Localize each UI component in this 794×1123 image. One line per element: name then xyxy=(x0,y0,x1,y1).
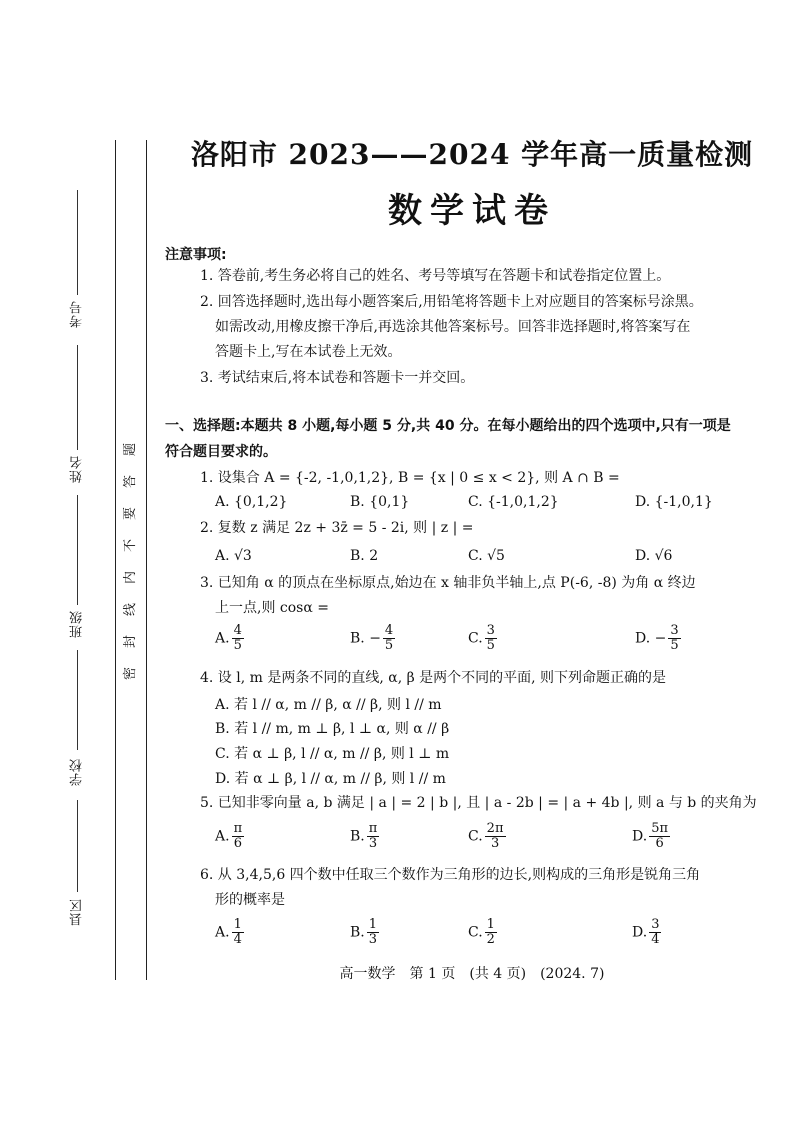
question-2-option-b[interactable]: B. 2 xyxy=(350,548,379,564)
section-heading-cont: 符合题目要求的。 xyxy=(165,444,277,460)
question-5-option-c[interactable]: C. $\frac{2\pi}{3}$ xyxy=(468,821,504,851)
question-3-option-c[interactable]: C. $\frac{3}{5}$ xyxy=(468,623,495,653)
question-4-option-b[interactable]: B. 若 l // m, m ⊥ β, l ⊥ α, 则 α // β xyxy=(215,721,450,737)
question-3-option-d[interactable]: D. − $\frac{3}{5}$ xyxy=(635,623,679,653)
seal-char: 题 xyxy=(123,442,139,457)
question-6-stem-cont: 形的概率是 xyxy=(215,892,285,908)
question-5-stem: 5. 已知非零向量 a, b 满足 | a | = 2 | b |, 且 | a - 2b | = | a + 4b |, 则 a 与 b 的夹角为 xyxy=(200,795,757,811)
fraction: $\frac{3}{5}$ xyxy=(486,623,495,653)
question-5-option-a[interactable]: A. $\frac{\pi}{6}$ xyxy=(215,821,243,851)
question-1-option-a[interactable]: A. {0,1,2} xyxy=(215,494,288,510)
notice-line: 如需改动,用橡皮擦干净后,再选涂其他答案标号。回答非选择题时,将答案写在 xyxy=(215,319,691,335)
question-3-stem-cont: 上一点,则 cosα = xyxy=(215,600,329,616)
question-4-option-d[interactable]: D. 若 α ⊥ β, l // α, m // β, 则 l // m xyxy=(215,771,446,787)
notice-line: 2. 回答选择题时,选出每小题答案后,用铅笔将答题卡上对应题目的答案标号涂黑。 xyxy=(200,294,703,310)
question-5-option-b[interactable]: B. $\frac{\pi}{3}$ xyxy=(350,821,378,851)
side-label-name: 姓名 xyxy=(70,455,85,483)
question-4-stem: 4. 设 l, m 是两条不同的直线, α, β 是两个不同的平面, 则下列命题正确的是 xyxy=(200,670,667,686)
question-5-option-d[interactable]: D. $\frac{5\pi}{6}$ xyxy=(632,821,669,851)
question-2-stem: 2. 复数 z 满足 2z + 3z̄ = 5 - 2i, 则 | z | = xyxy=(200,520,474,536)
notice-line: 答题卡上,写在本试卷上无效。 xyxy=(215,344,402,360)
fraction: $\frac{3}{5}$ xyxy=(670,623,679,653)
question-4-option-a[interactable]: A. 若 l // α, m // β, α // β, 则 l // m xyxy=(215,697,442,713)
fraction: $\frac{5\pi}{6}$ xyxy=(651,821,669,851)
notice-line: 1. 答卷前,考生务必将自己的姓名、考号等填写在答题卡和试卷指定位置上。 xyxy=(200,268,671,284)
side-fill-line-name[interactable] xyxy=(77,345,78,450)
question-3-option-b[interactable]: B. − $\frac{4}{5}$ xyxy=(350,623,394,653)
side-label-county: 县区 xyxy=(70,898,85,926)
question-1-option-d[interactable]: D. {-1,0,1} xyxy=(635,494,713,510)
section-heading: 一、选择题:本题共 8 小题,每小题 5 分,共 40 分。在每小题给出的四个选项中,只有一项是 xyxy=(165,418,731,434)
side-fill-line-class[interactable] xyxy=(77,495,78,605)
side-fill-line-county[interactable] xyxy=(77,800,78,892)
question-3-stem: 3. 已知角 α 的顶点在坐标原点,始边在 x 轴非负半轴上,点 P(-6, -8) 为角 α 终边 xyxy=(200,575,696,591)
question-3-option-a[interactable]: A. $\frac{4}{5}$ xyxy=(215,623,242,653)
seal-char: 答 xyxy=(123,474,139,489)
seal-char: 密 xyxy=(123,666,139,681)
side-label-exam-number: 考号 xyxy=(70,300,85,328)
seal-char: 内 xyxy=(123,570,139,585)
question-4-option-c[interactable]: C. 若 α ⊥ β, l // α, m // β, 则 l ⊥ m xyxy=(215,746,450,762)
side-fill-line-exam-number[interactable] xyxy=(77,190,78,295)
fraction: $\frac{1}{3}$ xyxy=(368,917,378,947)
question-6-option-b[interactable]: B. $\frac{1}{3}$ xyxy=(350,917,378,947)
question-6-option-c[interactable]: C. $\frac{1}{2}$ xyxy=(468,917,495,947)
notice-heading: 注意事项: xyxy=(165,247,227,263)
question-1-option-c[interactable]: C. {-1,0,1,2} xyxy=(468,494,559,510)
question-6-option-a[interactable]: A. $\frac{1}{4}$ xyxy=(215,917,242,947)
binding-line-outer xyxy=(115,140,116,980)
exam-title: 洛阳市 2023——2024 学年高一质量检测 xyxy=(190,138,754,171)
question-6-stem: 6. 从 3,4,5,6 四个数中任取三个数作为三角形的边长,则构成的三角形是锐角三角 xyxy=(200,867,701,883)
seal-char: 要 xyxy=(123,506,139,521)
fraction: $\frac{3}{4}$ xyxy=(651,917,660,947)
fraction: $\frac{4}{5}$ xyxy=(233,623,242,653)
question-6-option-d[interactable]: D. $\frac{3}{4}$ xyxy=(632,917,660,947)
side-label-class: 班级 xyxy=(70,610,85,638)
question-1-option-b[interactable]: B. {0,1} xyxy=(350,494,410,510)
question-2-option-d[interactable]: D. √6 xyxy=(635,548,673,564)
question-2-option-c[interactable]: C. √5 xyxy=(468,548,505,564)
seal-char: 不 xyxy=(123,538,139,553)
seal-char: 封 xyxy=(123,634,139,649)
question-1-stem: 1. 设集合 A = {-2, -1,0,1,2}, B = {x | 0 ≤ x < 2}, 则 A ∩ B = xyxy=(200,470,620,486)
notice-line: 3. 考试结束后,将本试卷和答题卡一并交回。 xyxy=(200,370,475,386)
question-2-option-a[interactable]: A. √3 xyxy=(215,548,252,564)
exam-subtitle: 数学试卷 xyxy=(388,191,556,231)
page-footer: 高一数学 第 1 页 (共 4 页) (2024. 7) xyxy=(339,966,605,982)
fraction: $\frac{\pi}{3}$ xyxy=(368,821,378,851)
fraction: $\frac{1}{2}$ xyxy=(486,917,495,947)
side-label-school: 学校 xyxy=(70,758,85,786)
binding-line-inner xyxy=(146,140,147,980)
fraction: $\frac{4}{5}$ xyxy=(384,623,394,653)
seal-line-warning xyxy=(122,440,139,683)
fraction: $\frac{2\pi}{3}$ xyxy=(486,821,504,851)
fraction: $\frac{1}{4}$ xyxy=(233,917,242,947)
seal-char: 线 xyxy=(123,602,139,617)
fraction: $\frac{\pi}{6}$ xyxy=(233,821,243,851)
side-fill-line-school[interactable] xyxy=(77,650,78,750)
